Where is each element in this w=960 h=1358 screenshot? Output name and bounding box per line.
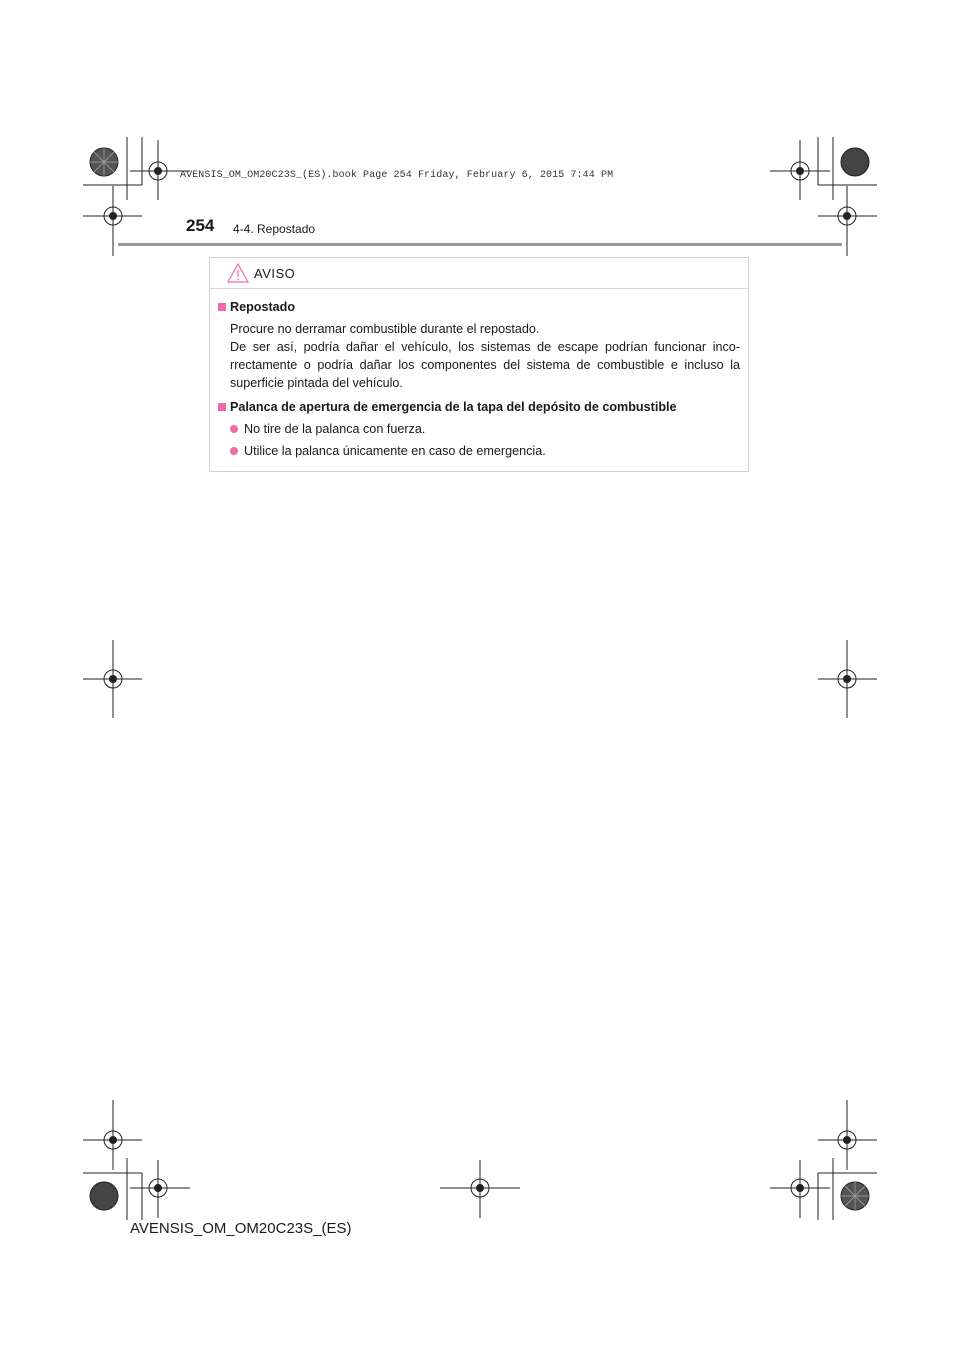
item-heading-text: Repostado xyxy=(230,300,296,314)
footer-doc-id: AVENSIS_OM_OM20C23S_(ES) xyxy=(130,1220,352,1237)
paragraph-line: De ser así, podría dañar el vehículo, los sistemas de escape podrían funcionar inco-rrectamente o podría dañar los componentes del sistema de combustible e incluso la superficie pintada del vehículo. xyxy=(230,340,740,390)
list-item xyxy=(218,442,740,460)
section-title: 4-4. Repostado xyxy=(233,222,316,236)
item-heading-text: Palanca de apertura de emergencia de la tapa del depósito de combustible xyxy=(230,400,677,414)
circle-bullet-icon xyxy=(230,447,238,455)
warning-triangle-icon xyxy=(226,262,250,284)
square-bullet-icon xyxy=(218,303,226,311)
header-rule xyxy=(118,243,842,246)
page-number: 254 xyxy=(186,216,215,235)
warning-header xyxy=(210,258,748,289)
paragraph-line: Procure no derramar combustible durante el repostado. xyxy=(230,322,540,336)
square-bullet-icon xyxy=(218,403,226,411)
warning-body xyxy=(218,298,740,464)
list-item xyxy=(218,420,740,438)
warning-title: AVISO xyxy=(254,266,296,281)
paragraph xyxy=(218,320,740,392)
item-heading xyxy=(218,398,740,416)
print-slug: AVENSIS_OM_OM20C23S_(ES).book Page 254 Friday, February 6, 2015 7:44 PM xyxy=(180,170,614,181)
list-item-text: Utilice la palanca únicamente en caso de emergencia. xyxy=(244,444,546,458)
warning-box xyxy=(209,257,749,472)
list-item-text: No tire de la palanca con fuerza. xyxy=(244,422,426,436)
circle-bullet-icon xyxy=(230,425,238,433)
item-heading xyxy=(218,298,740,316)
